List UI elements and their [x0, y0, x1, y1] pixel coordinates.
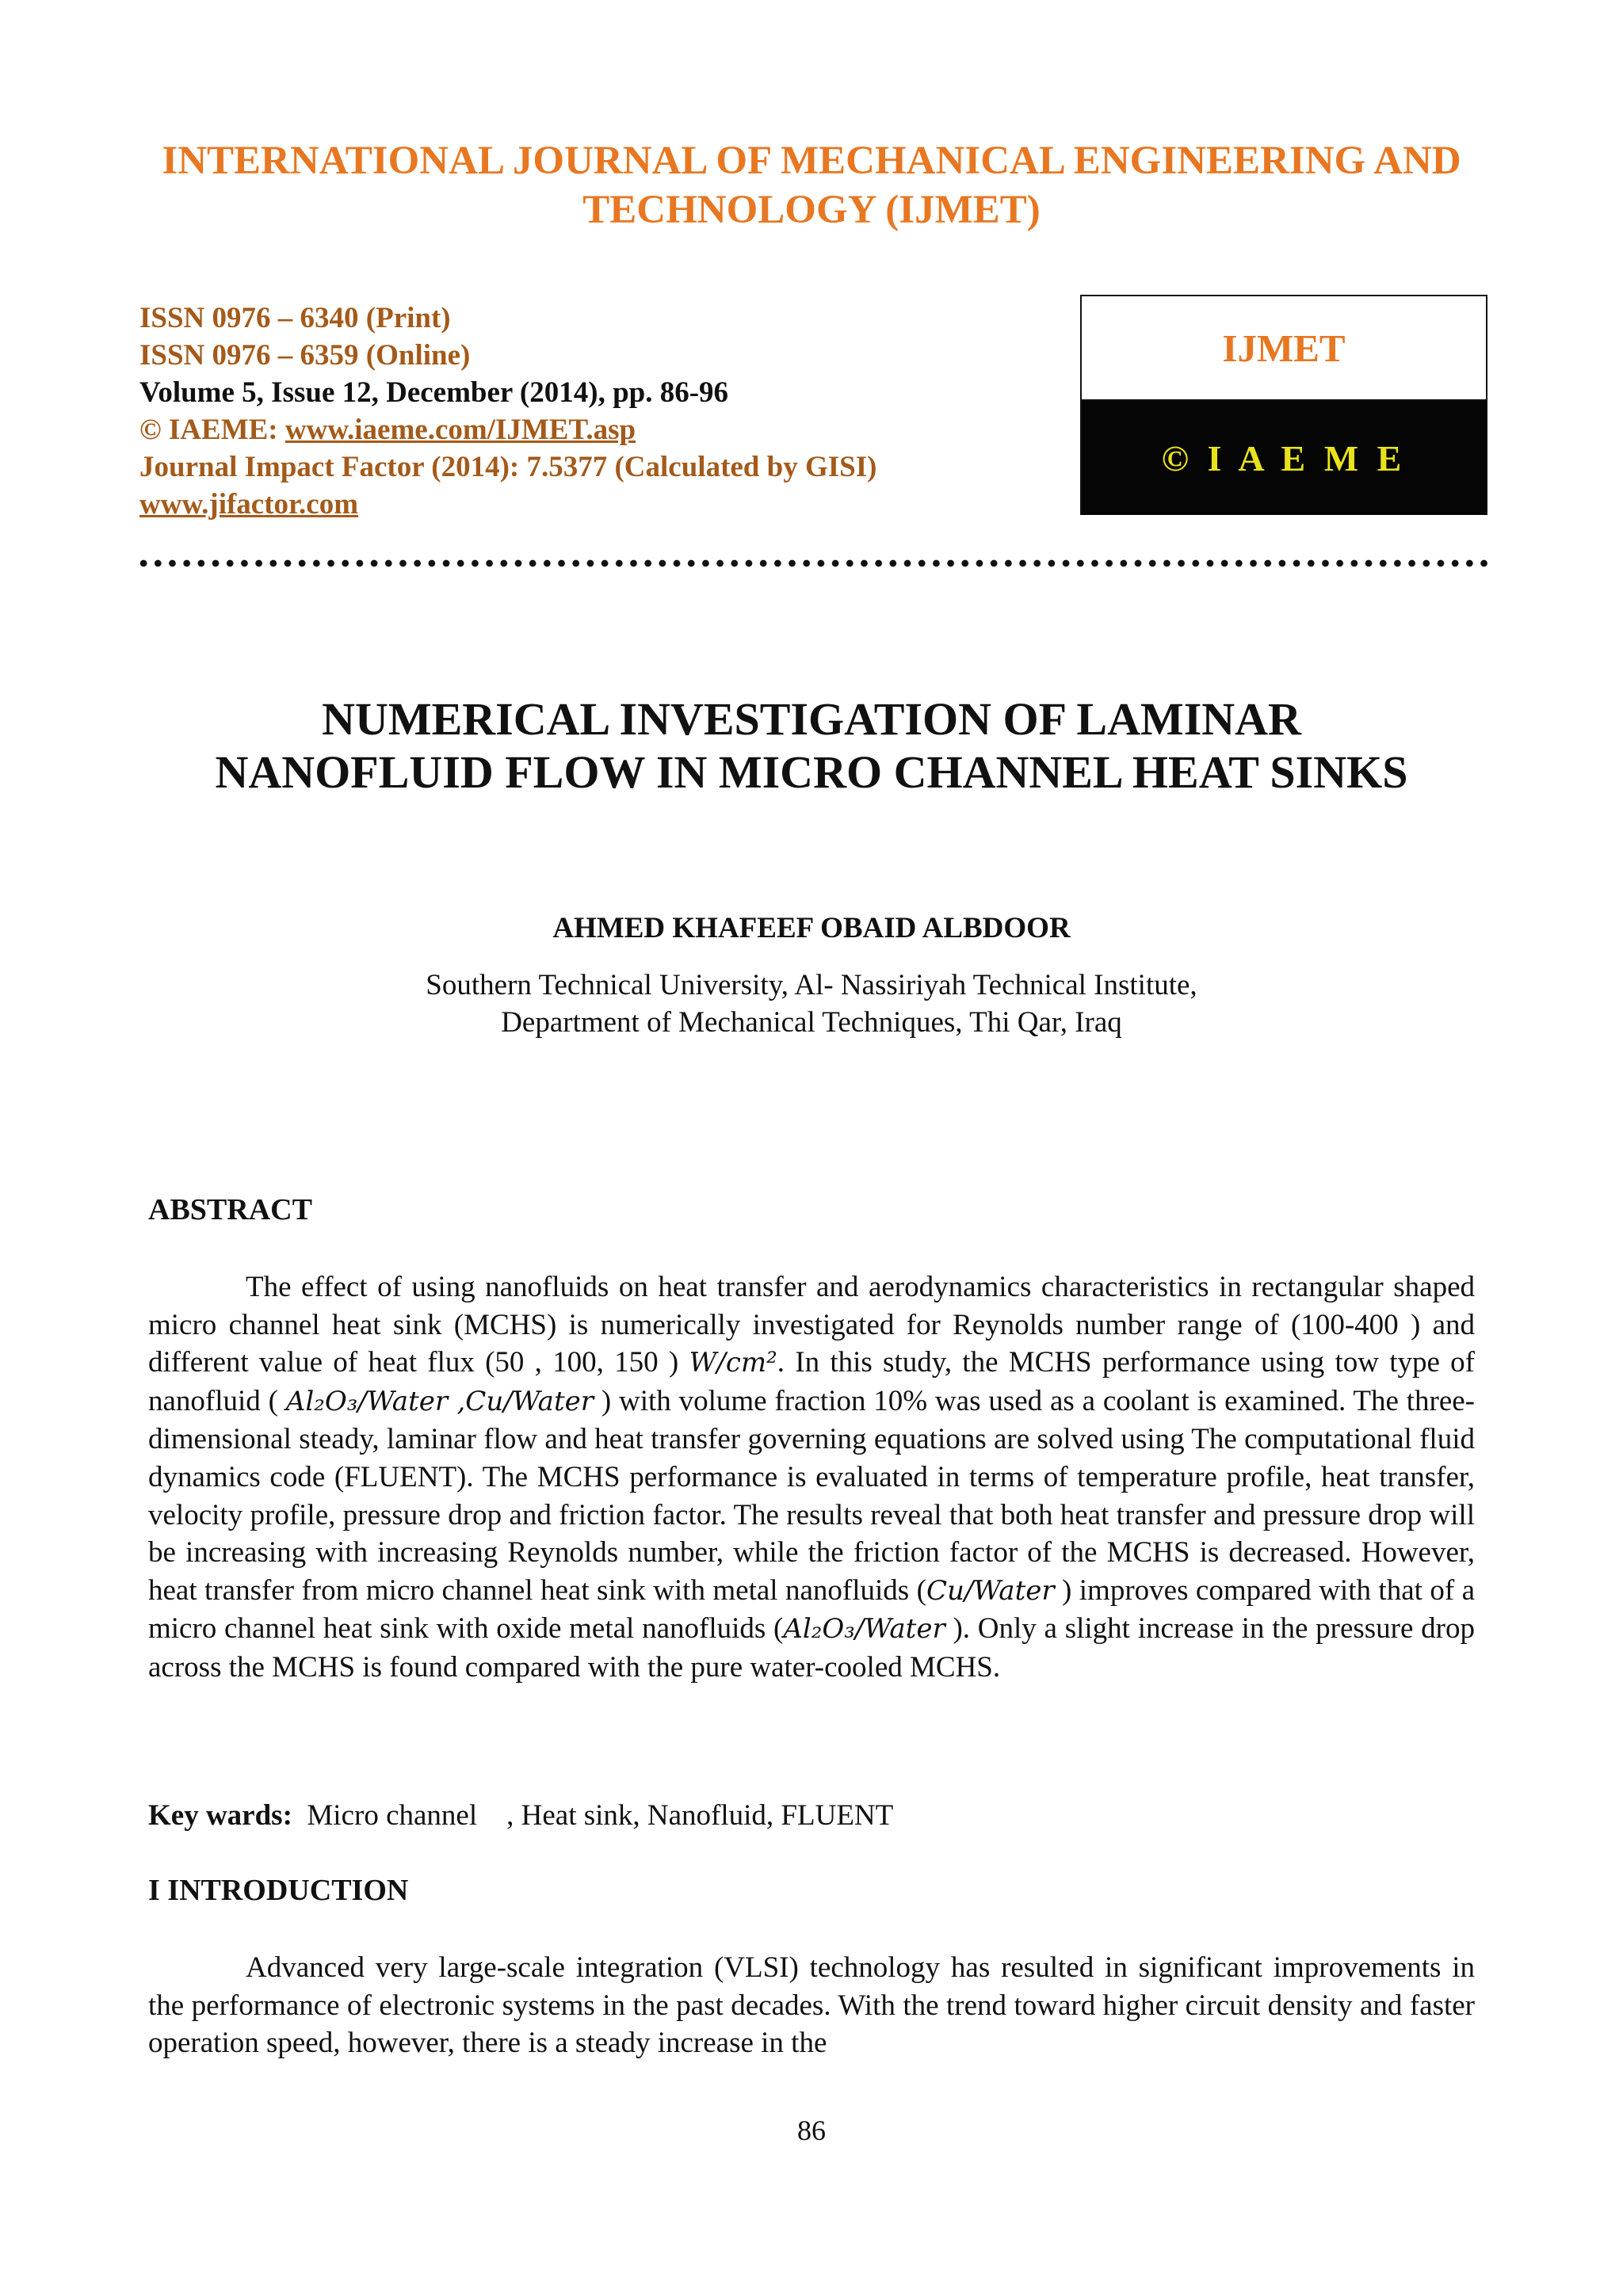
affiliation-line-2: Department of Mechanical Techniques, Thi Qar, Iraq: [501, 1006, 1122, 1039]
impact-factor: Journal Impact Factor (2014): 7.5377 (Calculated by GISI): [139, 451, 877, 483]
page-number: 86: [797, 2115, 826, 2146]
iaeme-link[interactable]: www.iaeme.com/IJMET.asp: [285, 414, 636, 446]
logo-iaeme: © I A E M E: [1082, 401, 1486, 515]
abstract-math-2: Al₂O₃/Water ,Cu/Water: [285, 1385, 594, 1417]
intro-body: Advanced very large-scale integration (VLSI) technology has resulted in significant improvements in the performance of electronic systems in the past decades. With the trend toward higher circuit density and faster operation speed, however, there is a steady increase in the: [148, 1951, 1475, 2060]
abstract-heading: ABSTRACT: [148, 1193, 312, 1226]
dotted-divider: [136, 558, 1493, 569]
journal-title-line-1: INTERNATIONAL JOURNAL OF MECHANICAL ENGINEERING AND: [162, 139, 1461, 183]
abstract-body: [148, 1268, 1475, 1687]
paper-title-line-1: NUMERICAL INVESTIGATION OF LAMINAR: [322, 693, 1301, 745]
keywords: [148, 1797, 1475, 1835]
author-name: AHMED KHAFEEF OBAID ALBDOOR: [552, 912, 1071, 944]
journal-title-line-2: TECHNOLOGY (IJMET): [582, 188, 1041, 232]
journal-logo-box: [1080, 295, 1487, 515]
paper-title-line-2: NANOFLUID FLOW IN MICRO CHANNEL HEAT SINKS: [215, 746, 1408, 798]
jif-line: [139, 486, 876, 523]
issn-online: ISSN 0976 – 6359 (Online): [139, 339, 471, 372]
keywords-label: Key wards:: [148, 1799, 292, 1832]
abstract-text-2: . In this study, the MCHS performance using tow type of nanofluid (: [148, 1346, 1475, 1417]
iaeme-line: [139, 411, 876, 448]
abstract-text-4: ) improves compared with that of a micro channel heat sink with oxide metal nanofluids (: [148, 1573, 1475, 1646]
abstract-math-3: Cu/Water: [926, 1574, 1055, 1607]
keywords-text: Micro channel , Heat sink, Nanofluid, FLUENT: [292, 1799, 894, 1832]
affiliation-line-1: Southern Technical University, Al- Nassiriyah Technical Institute,: [426, 969, 1197, 1001]
issn-print: ISSN 0976 – 6340 (Print): [139, 302, 451, 334]
abstract-text-3: ) with volume fraction 10% was used as a coolant is examined. The three-dimensional steady, laminar flow and heat transfer governing equations are solved using The computational fluid dynamics code (FLUENT). The MCHS performance is evaluated in terms of temperature profile, heat transfer, velocity profile, pressure drop and friction factor. The results reveal that both heat transfer and pressure drop will be increasing with increasing Reynolds number, while the friction factor of the MCHS is decreased. However, heat transfer from micro channel heat sink with metal nanofluids (: [148, 1384, 1475, 1607]
publication-meta: [139, 299, 876, 523]
abstract-text-1: The effect of using nanofluids on heat transfer and aerodynamics characteristics in rectangular shaped micro channel heat sink (MCHS) is numerically investigated for Reynolds number range of (100-400 ) and different value of heat flux (50 , 100, 150 ): [148, 1271, 1475, 1379]
abstract-math-1: W/cm²: [689, 1347, 777, 1379]
jif-link[interactable]: www.jifactor.com: [139, 488, 359, 521]
journal-title: [95, 136, 1528, 235]
abstract-text-5: ). Only a slight increase in the pressure drop across the MCHS is found compared with the pure water-cooled MCHS.: [148, 1612, 1475, 1684]
author-affiliation: [0, 967, 1623, 1041]
intro-heading: I INTRODUCTION: [148, 1874, 409, 1907]
abstract-math-4: Al₂O₃/Water: [783, 1613, 945, 1646]
logo-ijmet: IJMET: [1082, 296, 1486, 401]
paper-title: [95, 692, 1528, 799]
volume-info: Volume 5, Issue 12, December (2014), pp. 86-96: [139, 376, 729, 409]
iaeme-prefix: © IAEME:: [139, 414, 285, 446]
